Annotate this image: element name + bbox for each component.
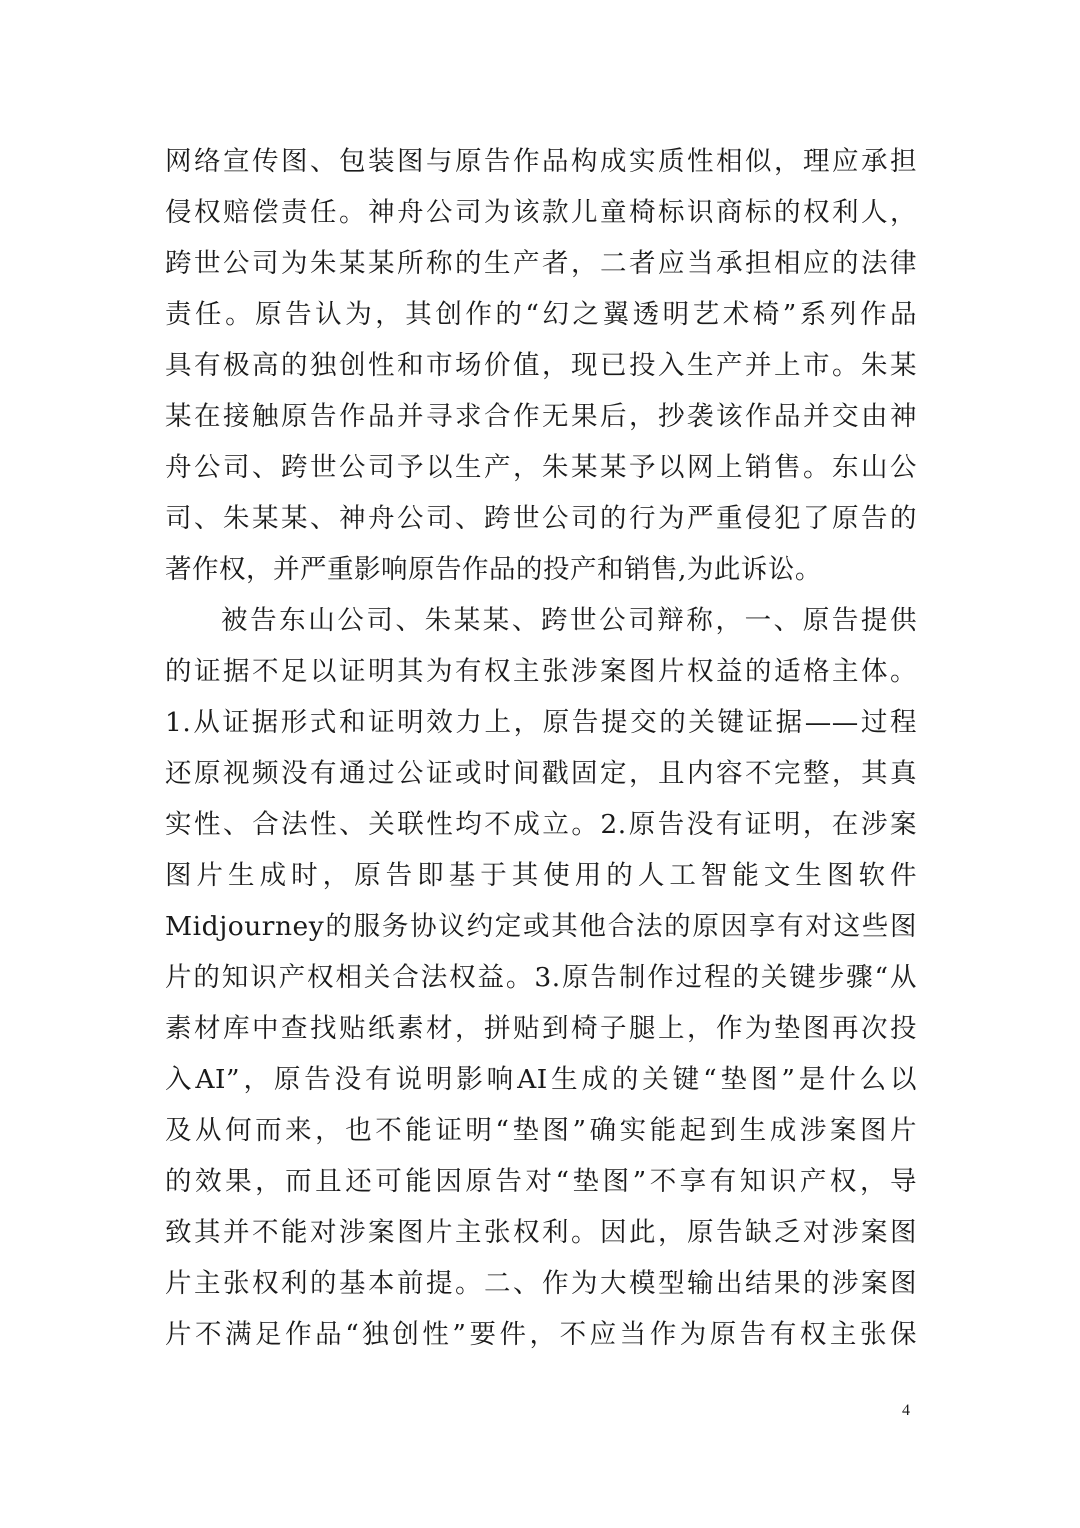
text-line: 片主张权利的基本前提。二、作为大模型输出结果的涉案图	[165, 1268, 917, 1299]
text-line: 片的知识产权相关合法权益。3.原告制作过程的关键步骤“从	[165, 962, 917, 993]
text-line: Midjourney的服务协议约定或其他合法的原因享有对这些图	[165, 911, 917, 942]
text-line: 某在接触原告作品并寻求合作无果后，抄袭该作品并交由神	[165, 401, 917, 432]
text-line: 致其并不能对涉案图片主张权利。因此，原告缺乏对涉案图	[165, 1217, 917, 1248]
text-line: 1.从证据形式和证明效力上，原告提交的关键证据——过程	[165, 707, 917, 738]
paragraph-2	[165, 595, 917, 1360]
body-text	[165, 136, 917, 1360]
text-line: 的效果，而且还可能因原告对“垫图”不享有知识产权，导	[165, 1166, 917, 1197]
text-line: 具有极高的独创性和市场价值，现已投入生产并上市。朱某	[165, 350, 917, 381]
text-line: 及从何而来，也不能证明“垫图”确实能起到生成涉案图片	[165, 1115, 917, 1146]
text-line: 跨世公司为朱某某所称的生产者，二者应当承担相应的法律	[165, 248, 917, 279]
paragraph-1	[165, 136, 917, 595]
text-line: 片不满足作品“独创性”要件，不应当作为原告有权主张保	[165, 1319, 917, 1350]
text-line: 舟公司、跨世公司予以生产，朱某某予以网上销售。东山公	[165, 452, 917, 483]
text-line: 的证据不足以证明其为有权主张涉案图片权益的适格主体。	[165, 656, 917, 687]
text-line: 著作权，并严重影响原告作品的投产和销售,为此诉讼。	[165, 554, 822, 585]
text-line: 素材库中查找贴纸素材，拼贴到椅子腿上，作为垫图再次投	[165, 1013, 917, 1044]
text-line: 还原视频没有通过公证或时间戳固定，且内容不完整，其真	[165, 758, 917, 789]
page-number: 4	[902, 1402, 910, 1419]
text-line: 司、朱某某、神舟公司、跨世公司的行为严重侵犯了原告的	[165, 503, 917, 534]
text-line: 图片生成时，原告即基于其使用的人工智能文生图软件	[165, 860, 917, 891]
text-line: 入AI”，原告没有说明影响AI生成的关键“垫图”是什么以	[165, 1064, 917, 1095]
text-line: 被告东山公司、朱某某、跨世公司辩称，一、原告提供	[221, 605, 917, 636]
text-line: 侵权赔偿责任。神舟公司为该款儿童椅标识商标的权利人，	[165, 197, 917, 228]
text-line: 责任。原告认为，其创作的“幻之翼透明艺术椅”系列作品	[165, 299, 917, 330]
text-line: 网络宣传图、包装图与原告作品构成实质性相似，理应承担	[165, 146, 917, 177]
text-line: 实性、合法性、关联性均不成立。2.原告没有证明，在涉案	[165, 809, 917, 840]
